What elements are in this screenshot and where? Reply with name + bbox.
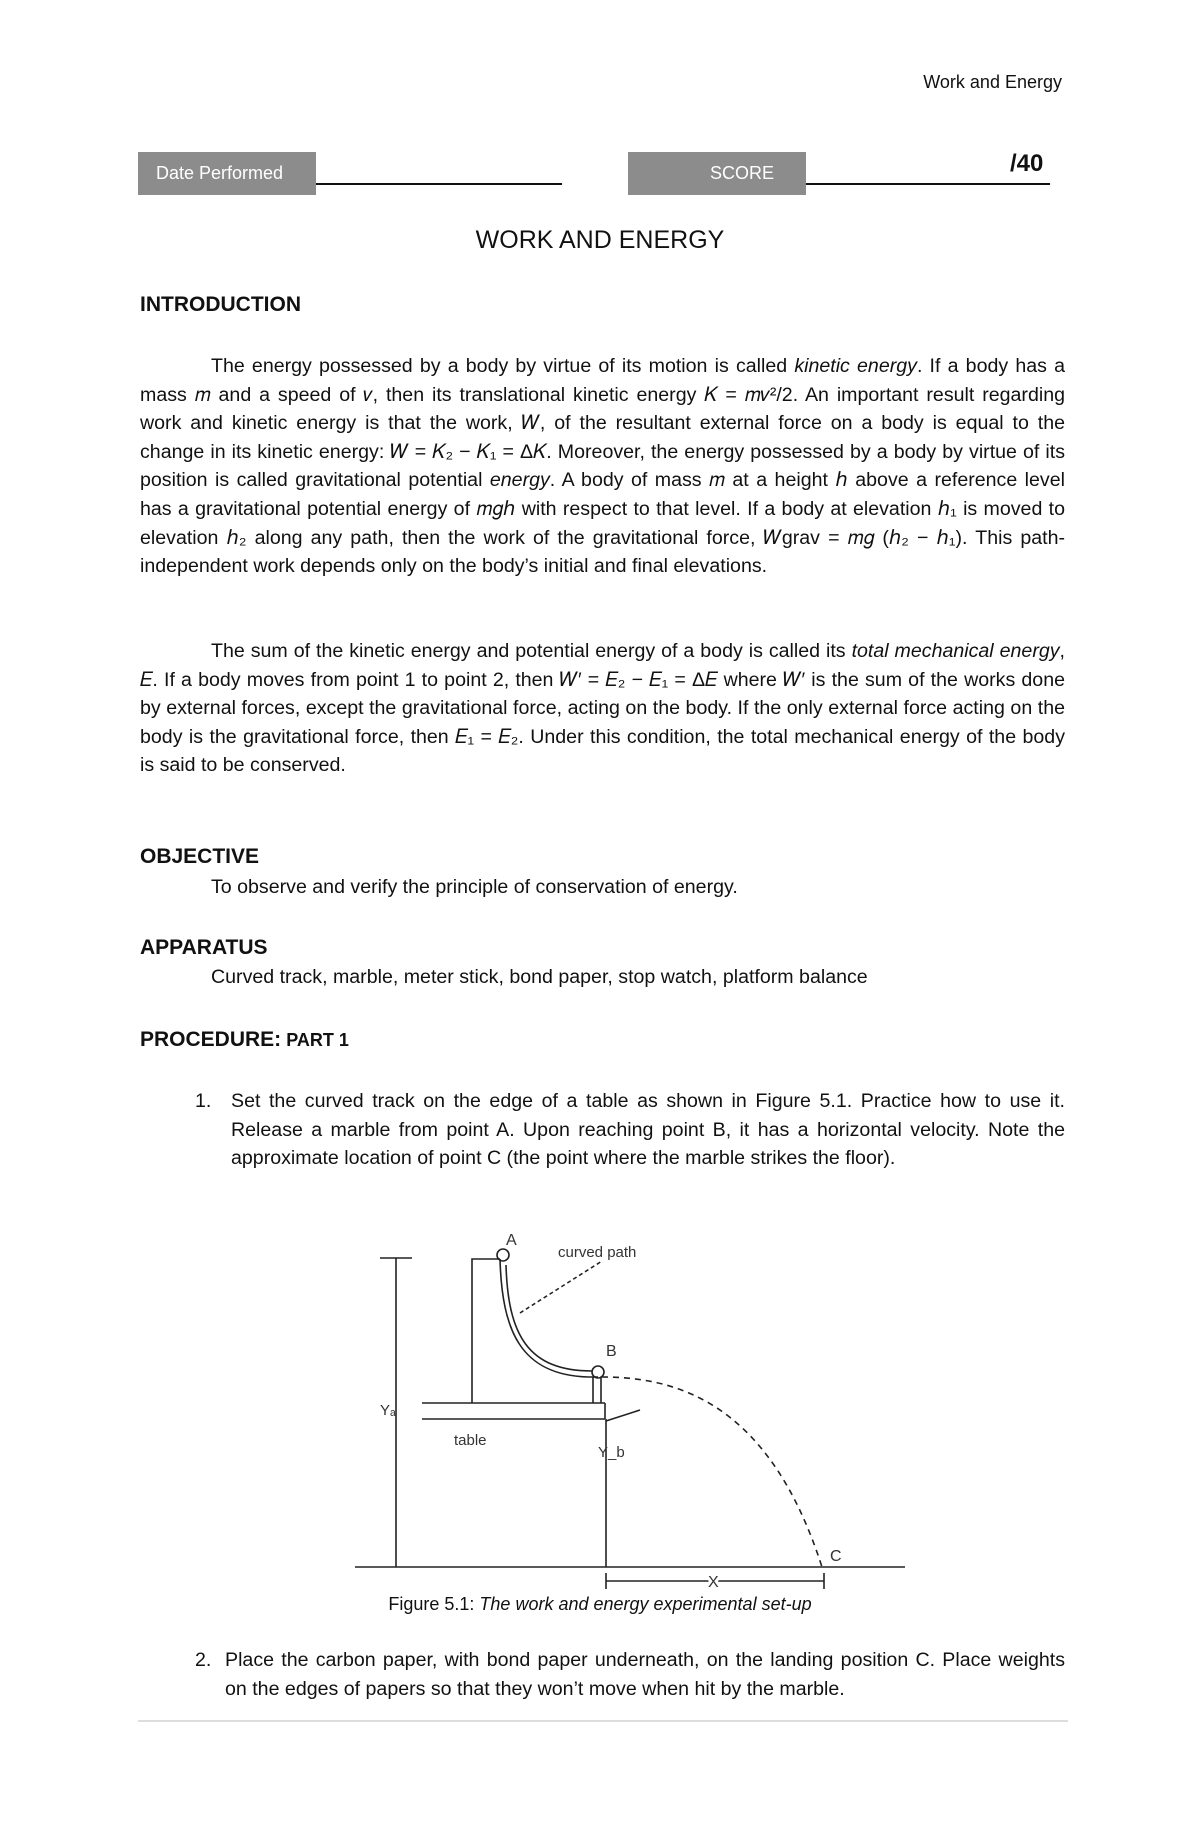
label-c: C (830, 1548, 842, 1565)
procedure-heading (140, 1028, 349, 1052)
figure-caption (0, 1594, 1200, 1615)
label-ya: Yₐ (380, 1402, 396, 1419)
curved-track-outer (500, 1259, 598, 1377)
intro-p2-total-mechanical-energy-term: total mechanical energy (851, 640, 1060, 662)
marble-at-b (592, 1366, 604, 1378)
procedure-heading-label: PROCEDURE: (140, 1028, 282, 1051)
label-curved-path: curved path (558, 1244, 637, 1261)
label-yb: Y_b (598, 1444, 625, 1461)
intro-p2-text-b: , 𝐸. If a body moves from point 1 to point 2, then 𝑊′ = 𝐸₂ − 𝐸₁ = Δ𝐸 where 𝑊′ is the sum of the works done by external forces, except the gravitational force, acting on the body. If the only external force acting on the body is the gravitational force, then 𝐸₁ = 𝐸₂. Under this condition, the total mechanical energy of the body is said to be conserved. (140, 640, 1065, 777)
step-number: 1. (195, 1090, 212, 1112)
footer-rule (138, 1720, 1068, 1722)
date-performed-label: Date Performed (138, 152, 316, 195)
score-total: /40 (1010, 150, 1044, 177)
trajectory-path (602, 1377, 822, 1567)
track-support-block (472, 1259, 500, 1403)
step-number: 2. (195, 1649, 212, 1671)
procedure-step-1 (195, 1087, 1065, 1173)
introduction-heading: INTRODUCTION (140, 293, 301, 316)
objective-heading: OBJECTIVE (140, 845, 260, 868)
intro-p1-text-b: . If a body has a mass 𝑚 and a speed of 𝑣, then its translational kinetic energy 𝐾 = 𝑚𝑣²/2. An important result regarding work and kinetic energy is that the work, 𝑊, of the resultant external force on a body is equal to the change in its kinetic energy: 𝑊 = 𝐾₂ − 𝐾₁ = Δ𝐾. Moreover, the energy possessed by a body by virtue of its position is called gravitational potential (140, 355, 1065, 492)
introduction-paragraph-1 (140, 352, 1065, 581)
score-line (806, 183, 1050, 185)
curved-path-leader (520, 1261, 602, 1313)
running-header: Work and Energy (923, 72, 1062, 92)
intro-p1-kinetic-energy-term: kinetic energy (794, 355, 917, 377)
intro-p1-text-a: The energy possessed by a body by virtue of its motion is called (211, 355, 795, 377)
objective-text: To observe and verify the principle of conservation of energy. (211, 876, 738, 898)
apparatus-text: Curved track, marble, meter stick, bond paper, stop watch, platform balance (211, 966, 868, 988)
label-x: X (708, 1574, 719, 1591)
caption-prefix: Figure 5.1: (388, 1594, 480, 1614)
experimental-setup-figure (340, 1225, 920, 1597)
intro-p1-energy-term: energy (489, 469, 550, 492)
marble-at-a (497, 1249, 509, 1261)
label-b: B (606, 1343, 617, 1360)
page-title: WORK AND ENERGY (475, 226, 725, 254)
procedure-step-2 (195, 1646, 1065, 1703)
label-a: A (506, 1232, 517, 1249)
score-label: SCORE (628, 152, 806, 195)
introduction-paragraph-2 (140, 637, 1065, 780)
step-text: Place the carbon paper, with bond paper underneath, on the landing position C. Place weights on the edges of papers so that they won’t move when hit by the marble. (225, 1649, 1065, 1700)
curved-track-inner (506, 1265, 592, 1371)
apparatus-heading: APPARATUS (140, 936, 268, 959)
date-performed-line (316, 183, 562, 185)
yb-top-tick (606, 1410, 640, 1421)
procedure-heading-part: PART 1 (281, 1030, 349, 1050)
intro-p1-text-c: . A body of mass 𝑚 at a height ℎ above a reference level has a gravitational potential energy of 𝑚𝑔ℎ with respect to that level. If a body at elevation ℎ₁ is moved to elevation ℎ₂ along any path, then the work of the gravitational force, 𝑊grav = 𝑚𝑔 (ℎ₂ − ℎ₁). This path-independent work depends only on the body’s initial and final elevations. (140, 469, 1065, 578)
caption-title: The work and energy experimental set-up (479, 1594, 812, 1614)
intro-p2-text-a: The sum of the kinetic energy and potential energy of a body is called its (211, 640, 852, 662)
step-text: Set the curved track on the edge of a table as shown in Figure 5.1. Practice how to use it. Release a marble from point A. Upon reaching point B, it has a horizontal velocity. Note the approximate location of point C (the point where the marble strikes the floor). (231, 1090, 1065, 1170)
label-table: table (454, 1432, 487, 1449)
